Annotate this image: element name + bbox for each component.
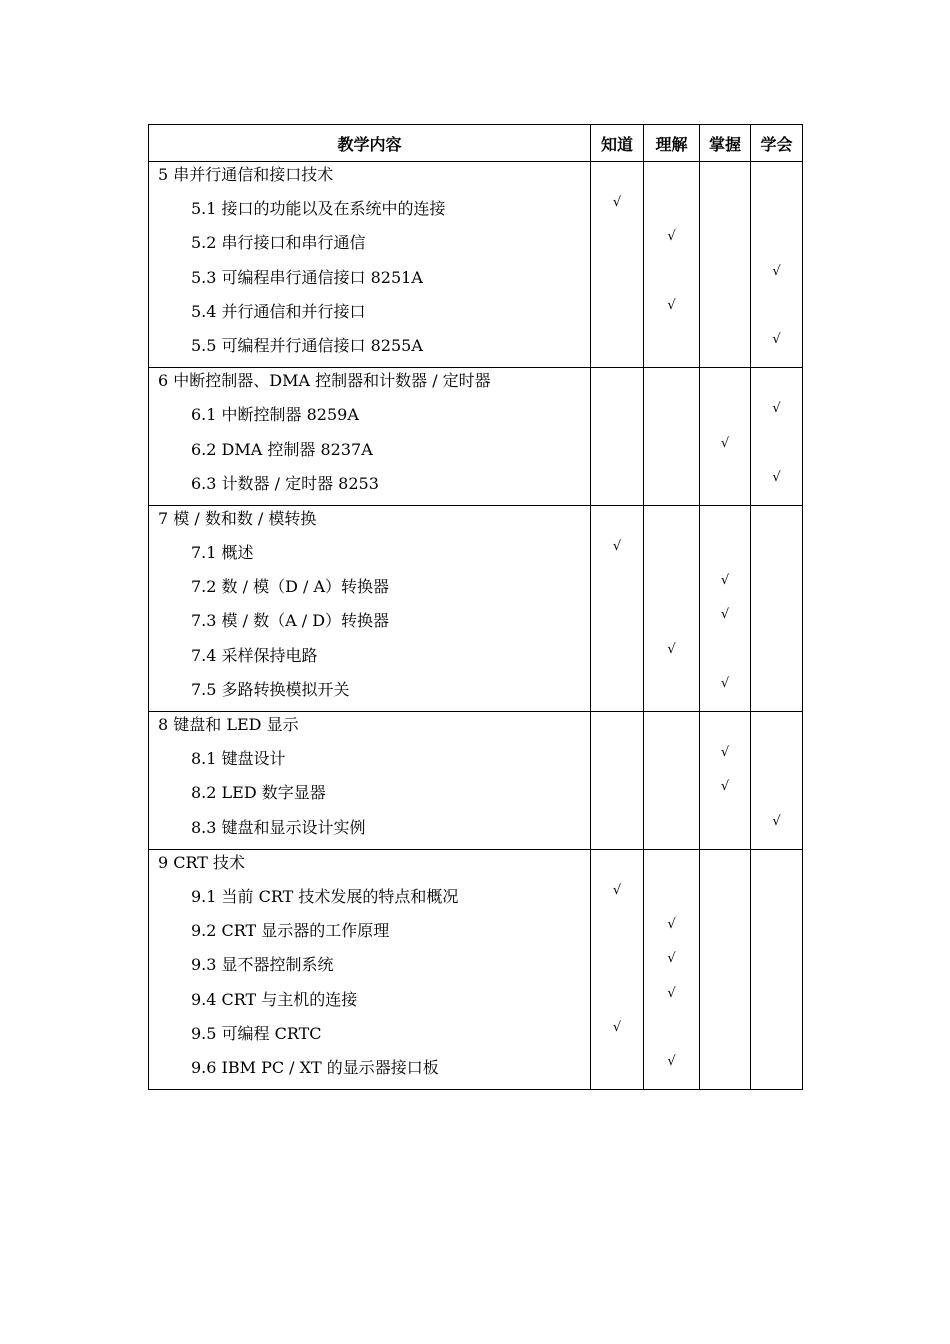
syllabus-table [148,124,803,1090]
section-content-cell [149,368,591,506]
chapter-spacer [700,712,750,746]
chapter-spacer [591,162,643,196]
topic-item: 7.1 概述 [191,543,254,563]
chapter-spacer [751,162,802,196]
column-understand-cell [644,849,700,1089]
section-content-cell [149,849,591,1089]
topic-item: 6.1 中断控制器 8259A [191,405,359,425]
empty-mark [751,918,802,952]
chapter-spacer [644,850,699,884]
empty-mark [591,677,643,711]
column-know-cell [591,368,644,506]
chapter-spacer [591,850,643,884]
column-know-cell [591,505,644,711]
check-mark: √ [720,573,730,589]
chapter-spacer [644,162,699,196]
empty-mark [700,265,750,299]
empty-mark [700,1055,750,1089]
check-mark: √ [667,297,676,313]
empty-mark [751,643,802,677]
empty-mark [700,230,750,264]
empty-mark [591,1055,643,1089]
empty-mark [700,471,750,505]
topic-item: 8.3 键盘和显示设计实例 [191,817,366,837]
check-mark: √ [772,813,781,829]
empty-mark [591,746,643,780]
topic-item: 8.1 键盘设计 [191,749,286,769]
empty-mark [700,540,750,574]
empty-mark [751,608,802,642]
empty-mark [700,299,750,333]
topic-item: 9.6 IBM PC / XT 的显示器接口板 [191,1057,439,1077]
column-master-cell [700,162,751,368]
empty-mark [644,780,699,814]
check-mark: √ [612,195,622,211]
column-master-cell [700,505,751,711]
section-row [149,849,803,1089]
check-mark: √ [772,401,781,417]
column-understand-cell [644,162,700,368]
check-mark: √ [720,745,730,761]
check-mark: √ [612,882,622,898]
header-understand: 理解 [644,125,700,162]
chapter-title: 9 CRT 技术 [158,852,246,872]
chapter-spacer [700,850,750,884]
empty-mark [700,987,750,1021]
topic-item: 9.2 CRT 显示器的工作原理 [191,921,390,941]
empty-mark [751,574,802,608]
empty-mark [644,471,699,505]
column-understand-cell [644,712,700,850]
empty-mark [591,471,643,505]
topic-item: 7.3 模 / 数（A / D）转换器 [191,611,390,631]
empty-mark [591,987,643,1021]
empty-mark [591,402,643,436]
empty-mark [644,1021,699,1055]
empty-mark [751,677,802,711]
topic-item: 5.2 串行接口和串行通信 [191,233,366,253]
chapter-spacer [644,712,699,746]
empty-mark [591,780,643,814]
empty-mark [644,196,699,230]
chapter-title: 7 模 / 数和数 / 模转换 [158,508,317,528]
topic-item: 9.4 CRT 与主机的连接 [191,989,358,1009]
header-content: 教学内容 [149,125,591,162]
check-mark: √ [667,985,676,1001]
check-mark: √ [612,1019,622,1035]
chapter-spacer [644,506,699,540]
section-row [149,505,803,711]
section-content-cell [149,712,591,850]
empty-mark [644,815,699,849]
topic-item: 9.3 显不器控制系统 [191,955,334,975]
check-mark: √ [772,331,781,347]
empty-mark [700,952,750,986]
topic-item: 6.2 DMA 控制器 8237A [191,439,373,459]
topic-item: 5.3 可编程串行通信接口 8251A [191,267,423,287]
chapter-spacer [700,506,750,540]
check-mark: √ [667,951,676,967]
chapter-spacer [751,506,802,540]
column-understand-cell [644,368,700,506]
empty-mark [751,437,802,471]
section-content-cell [149,162,591,368]
check-mark: √ [720,607,730,623]
header-row [149,125,803,162]
topic-item: 5.5 可编程并行通信接口 8255A [191,335,423,355]
chapter-spacer [591,368,643,402]
empty-mark [644,884,699,918]
chapter-spacer [751,368,802,402]
column-learn-cell [751,368,803,506]
column-know-cell [591,162,644,368]
topic-item: 8.2 LED 数字显器 [191,783,326,803]
header-master: 掌握 [700,125,751,162]
empty-mark [700,815,750,849]
check-mark: √ [772,263,781,279]
chapter-title: 6 中断控制器、DMA 控制器和计数器 / 定时器 [158,371,491,391]
topic-item: 9.5 可编程 CRTC [191,1023,322,1043]
column-understand-cell [644,505,700,711]
empty-mark [644,677,699,711]
header-know: 知道 [591,125,644,162]
check-mark: √ [667,641,676,657]
section-row [149,162,803,368]
empty-mark [751,952,802,986]
topic-item: 5.4 并行通信和并行接口 [191,301,366,321]
column-master-cell [700,712,751,850]
empty-mark [751,987,802,1021]
empty-mark [751,299,802,333]
empty-mark [591,815,643,849]
empty-mark [751,884,802,918]
chapter-spacer [700,368,750,402]
column-know-cell [591,712,644,850]
section-content-cell [149,505,591,711]
table-body [149,162,803,1090]
chapter-title: 8 键盘和 LED 显示 [158,715,299,734]
topic-item: 7.5 多路转换模拟开关 [191,679,350,699]
empty-mark [751,540,802,574]
empty-mark [700,918,750,952]
empty-mark [700,196,750,230]
empty-mark [591,608,643,642]
empty-mark [644,540,699,574]
empty-mark [591,299,643,333]
empty-mark [644,333,699,367]
empty-mark [591,643,643,677]
chapter-title: 5 串并行通信和接口技术 [158,165,334,184]
empty-mark [644,265,699,299]
topic-item: 6.3 计数器 / 定时器 8253 [191,473,379,493]
empty-mark [591,918,643,952]
column-master-cell [700,849,751,1089]
check-mark: √ [772,469,781,485]
check-mark: √ [667,229,676,245]
empty-mark [751,780,802,814]
empty-mark [591,230,643,264]
column-learn-cell [751,849,803,1089]
empty-mark [700,1021,750,1055]
header-learn: 学会 [751,125,803,162]
empty-mark [751,230,802,264]
check-mark: √ [667,917,676,933]
empty-mark [700,333,750,367]
empty-mark [644,437,699,471]
chapter-spacer [751,712,802,746]
empty-mark [751,746,802,780]
check-mark: √ [612,539,622,555]
chapter-spacer [591,506,643,540]
topic-item: 9.1 当前 CRT 技术发展的特点和概况 [191,886,459,906]
topic-item: 5.1 接口的功能以及在系统中的连接 [191,199,446,219]
section-row [149,368,803,506]
column-learn-cell [751,712,803,850]
column-master-cell [700,368,751,506]
chapter-spacer [751,850,802,884]
empty-mark [591,437,643,471]
chapter-spacer [591,712,643,746]
check-mark: √ [720,435,730,451]
empty-mark [644,574,699,608]
chapter-spacer [700,162,750,196]
topic-item: 7.4 采样保持电路 [191,645,318,665]
empty-mark [700,402,750,436]
check-mark: √ [667,1053,676,1069]
column-learn-cell [751,162,803,368]
check-mark: √ [720,779,730,795]
empty-mark [591,333,643,367]
empty-mark [700,643,750,677]
empty-mark [751,196,802,230]
section-row [149,712,803,850]
topic-item: 7.2 数 / 模（D / A）转换器 [191,577,390,597]
empty-mark [751,1021,802,1055]
chapter-spacer [644,368,699,402]
empty-mark [751,1055,802,1089]
empty-mark [644,608,699,642]
empty-mark [591,952,643,986]
empty-mark [591,574,643,608]
empty-mark [700,884,750,918]
column-know-cell [591,849,644,1089]
check-mark: √ [720,675,730,691]
empty-mark [591,265,643,299]
empty-mark [644,746,699,780]
empty-mark [644,402,699,436]
column-learn-cell [751,505,803,711]
